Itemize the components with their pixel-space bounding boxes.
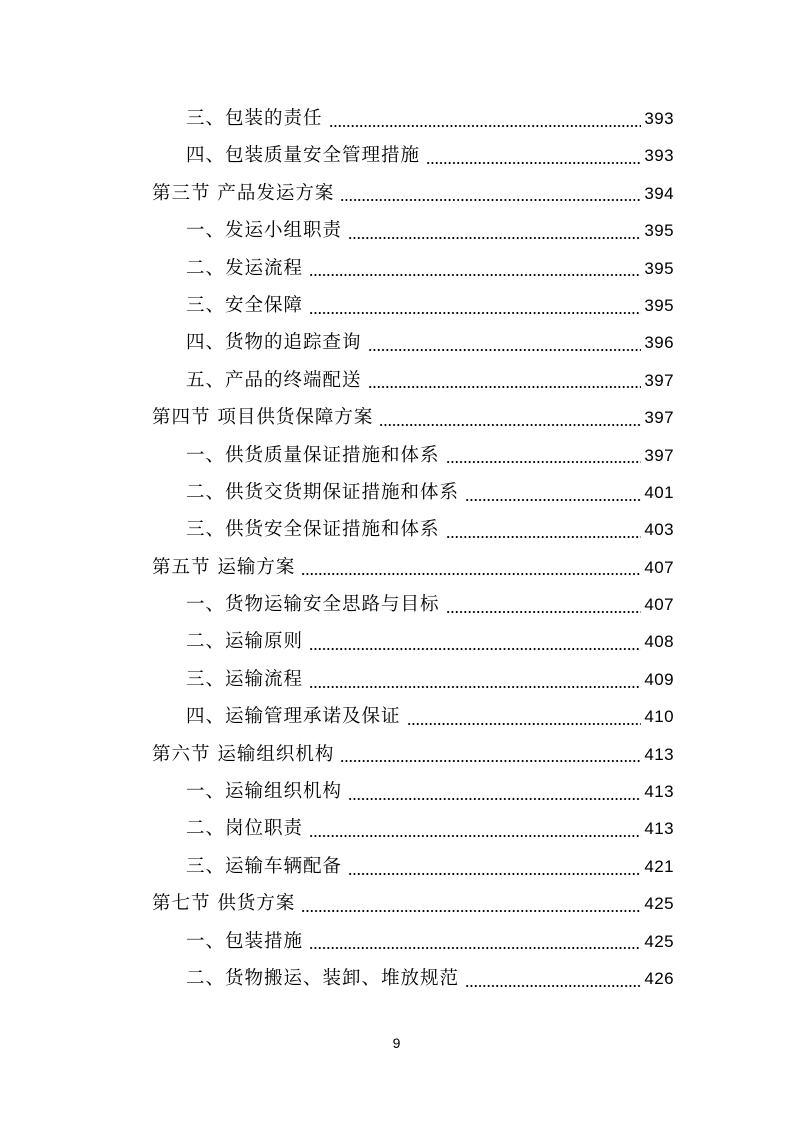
toc-entry-page: 394 [644,183,674,203]
toc-section-entry[interactable] [152,549,674,586]
toc-entry-page: 413 [644,782,674,802]
toc-entry-title: 二、发运流程 [186,257,304,279]
toc-subsection-entry[interactable] [152,511,674,548]
toc-entry-title: 四、货物的追踪查询 [186,332,362,354]
toc-subsection-entry[interactable] [152,698,674,735]
toc-subsection-entry[interactable] [152,474,674,511]
dot-leader [368,349,642,351]
dot-leader [379,424,641,426]
toc-entry-page: 393 [644,146,674,166]
dot-leader [465,499,641,501]
dot-leader [426,162,641,164]
toc-subsection-entry[interactable] [152,324,674,361]
dot-leader [348,873,641,875]
toc-entry-title: 第七节 供货方案 [152,893,296,915]
toc-entry-title: 二、运输原则 [186,631,304,653]
toc-entry-page: 397 [644,370,674,390]
toc-subsection-entry[interactable] [152,810,674,847]
toc-entry-title: 二、岗位职责 [186,818,304,840]
dot-leader [329,125,642,127]
toc-subsection-entry[interactable] [152,623,674,660]
toc-entry-title: 三、供货安全保证措施和体系 [186,519,440,541]
toc-subsection-entry[interactable] [152,100,674,137]
toc-subsection-entry[interactable] [152,287,674,324]
toc-entry-page: 413 [644,819,674,839]
dot-leader [446,461,642,463]
toc-entry-page: 407 [644,557,674,577]
dot-leader [407,723,642,725]
toc-entry-title: 三、运输流程 [186,668,304,690]
dot-leader [309,312,641,314]
toc-subsection-entry[interactable] [152,250,674,287]
toc-entry-title: 第六节 运输组织机构 [152,743,335,765]
dot-leader [301,573,641,575]
dot-leader [348,798,641,800]
toc-section-entry[interactable] [152,399,674,436]
toc-entry-title: 三、运输车辆配备 [186,855,343,877]
toc-subsection-entry[interactable] [152,212,674,249]
toc-entry-title: 第五节 运输方案 [152,556,296,578]
toc-subsection-entry[interactable] [152,437,674,474]
toc-entry-title: 第四节 项目供货保障方案 [152,407,374,429]
toc-entry-title: 一、供货质量保证措施和体系 [186,444,440,466]
toc-entry-page: 407 [644,595,674,615]
page-number: 9 [392,1035,401,1051]
toc-subsection-entry[interactable] [152,362,674,399]
toc-entry-page: 401 [644,482,674,502]
dot-leader [340,199,641,201]
toc-entry-page: 395 [644,258,674,278]
toc-section-entry[interactable] [152,736,674,773]
toc-entry-page: 425 [644,931,674,951]
toc-entry-page: 395 [644,221,674,241]
dot-leader [309,274,641,276]
toc-entry-title: 三、安全保障 [186,294,304,316]
toc-entry-page: 397 [644,408,674,428]
toc-entry-title: 一、运输组织机构 [186,781,343,803]
toc-entry-page: 425 [644,894,674,914]
toc-entry-page: 408 [644,632,674,652]
toc-entry-page: 413 [644,744,674,764]
dot-leader [309,686,641,688]
toc-entry-title: 一、包装措施 [186,930,304,952]
toc-subsection-entry[interactable] [152,773,674,810]
table-of-contents [152,100,674,997]
toc-section-entry[interactable] [152,175,674,212]
toc-subsection-entry[interactable] [152,586,674,623]
toc-entry-title: 一、货物运输安全思路与目标 [186,594,440,616]
dot-leader [340,760,641,762]
toc-entry-page: 421 [644,856,674,876]
dot-leader [309,648,641,650]
toc-subsection-entry[interactable] [152,923,674,960]
toc-entry-title: 五、产品的终端配送 [186,369,362,391]
toc-entry-title: 四、运输管理承诺及保证 [186,706,401,728]
toc-entry-page: 403 [644,520,674,540]
toc-entry-title: 二、供货交货期保证措施和体系 [186,481,460,503]
dot-leader [368,386,642,388]
toc-entry-page: 395 [644,295,674,315]
toc-subsection-entry[interactable] [152,960,674,997]
toc-entry-title: 四、包装质量安全管理措施 [186,145,421,167]
toc-entry-title: 第三节 产品发运方案 [152,182,335,204]
toc-entry-page: 410 [644,707,674,727]
toc-entry-page: 393 [644,109,674,128]
toc-subsection-entry[interactable] [152,137,674,174]
toc-entry-title: 三、包装的责任 [186,108,323,129]
toc-section-entry[interactable] [152,885,674,922]
toc-entry-title: 二、货物搬运、装卸、堆放规范 [186,967,460,989]
toc-entry-title: 一、发运小组职责 [186,220,343,242]
dot-leader [446,536,642,538]
toc-entry-page: 426 [644,968,674,988]
dot-leader [309,947,641,949]
toc-subsection-entry[interactable] [152,848,674,885]
toc-entry-page: 396 [644,333,674,353]
dot-leader [465,985,641,987]
dot-leader [348,237,641,239]
toc-subsection-entry[interactable] [152,661,674,698]
dot-leader [301,910,641,912]
dot-leader [446,611,642,613]
toc-entry-page: 397 [644,445,674,465]
toc-entry-page: 409 [644,669,674,689]
dot-leader [309,835,641,837]
